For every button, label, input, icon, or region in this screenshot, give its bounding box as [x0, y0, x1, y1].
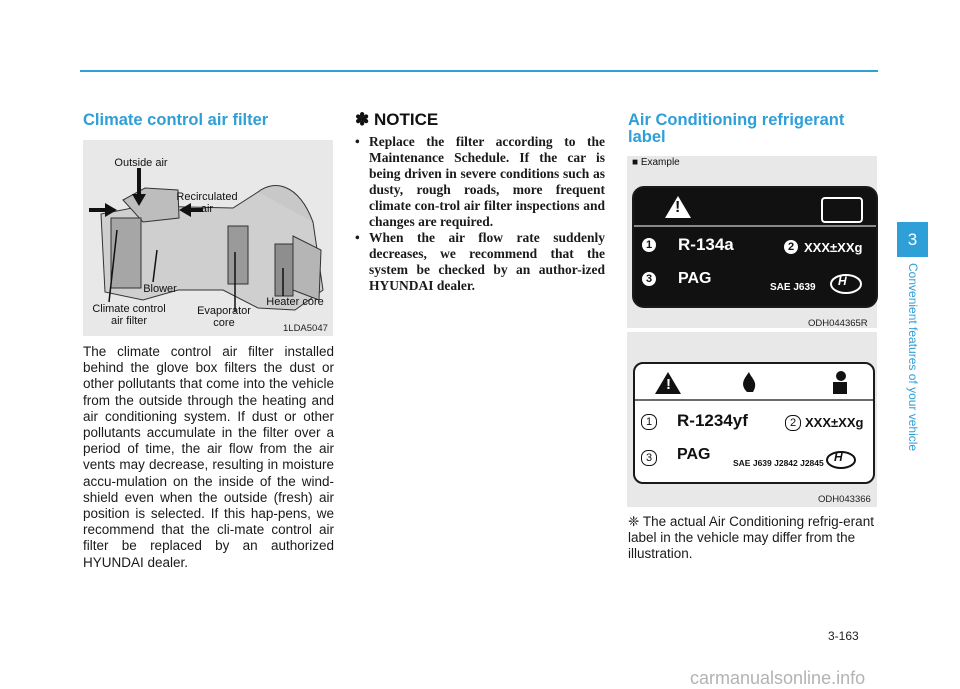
- badge-1b: 1: [641, 414, 657, 430]
- heading-climate-filter: Climate control air filter: [83, 111, 269, 129]
- note-symbol: ❈: [628, 514, 640, 529]
- page-number: 3-163: [828, 629, 859, 643]
- label-recirculated-line1: Recirculated: [176, 191, 238, 203]
- refrigerant-type-1: R-134a: [678, 235, 734, 254]
- refrigerant-label-card-1: [632, 186, 878, 308]
- sae-standard-2: SAE J639 J2842 J2845: [733, 458, 824, 468]
- chapter-title: [902, 263, 924, 493]
- note-text: The actual Air Conditioning refrig-erant label in the vehicle may differ from the illustration.: [628, 514, 874, 561]
- heading-refrigerant-label: [628, 112, 844, 146]
- heading-refrigerant-line2: label: [628, 128, 666, 146]
- notice-symbol: ✽: [355, 110, 370, 129]
- oil-type-1: PAG: [678, 270, 712, 287]
- notice-list: [355, 134, 605, 294]
- label-recirculated-line2: air: [200, 203, 214, 215]
- label-climate-line1: Climate control: [92, 303, 166, 315]
- figure-code-3: ODH043366: [818, 494, 871, 505]
- label-evaporator-line2: core: [213, 317, 235, 329]
- hyundai-logo-icon: H: [838, 274, 847, 288]
- label-heater-core: Heater core: [266, 296, 324, 308]
- label-evaporator-core: [186, 305, 262, 329]
- badge-2b: 2: [785, 415, 801, 431]
- label-outside-air: Outside air: [114, 157, 168, 169]
- refrigerant-type-2: R-1234yf: [677, 411, 748, 430]
- notice-title: [355, 110, 438, 130]
- top-rule: [80, 70, 878, 72]
- refrigerant-amount-1: XXX±XXg: [804, 240, 863, 255]
- badge-3b: 3: [641, 450, 657, 466]
- chapter-title-text: Convenient features of your vehicle: [906, 263, 920, 452]
- figure-code-2: ODH044365R: [808, 318, 868, 329]
- figure-code-1: 1LDA5047: [283, 323, 328, 334]
- label-blower: Blower: [143, 283, 177, 295]
- label-evaporator-line1: Evaporator: [197, 305, 251, 317]
- label-climate-line2: air filter: [110, 315, 148, 327]
- warning-icon: !: [675, 199, 681, 216]
- chapter-tab: 3: [897, 222, 928, 257]
- notice-item: • When the air flow rate suddenly decreases, we recommend that the system be checked by an author-ized HYUNDAI dealer.: [355, 230, 605, 294]
- notice-item: • Replace the filter according to the Maintenance Schedule. If the car is being driven in severe conditions such as dusty, rough roads, more frequent climate con-trol air filter inspections and changes are required.: [355, 134, 605, 230]
- badge-2: 2: [784, 240, 798, 254]
- body-text-filter: The climate control air filter installed behind the glove box filters the dust or other pollutants that come into the vehicle from the outside through the heating and air conditioning system. If dust or other pollutants accumulate in the filter over a period of time, the air flow from the air vents may decrease, resulting in moisture accu-mulation on the inside of the wind-shield even when the outside (fresh) air position is selected. If this hap-pens, we recommend that the cli-mate control air filter be replaced by an authorized HYUNDAI dealer.: [83, 344, 334, 570]
- warning-icon-2: !: [666, 376, 671, 393]
- refrigerant-label-card-2: [633, 362, 875, 484]
- heading-refrigerant-line1: Air Conditioning refrigerant: [628, 111, 845, 129]
- refrigerant-note: [628, 514, 876, 562]
- watermark: carmanualsonline.info: [690, 668, 866, 688]
- badge-1: 1: [642, 238, 656, 252]
- example-label: ■ Example: [632, 157, 680, 168]
- refrigerant-amount-2: XXX±XXg: [805, 415, 864, 430]
- sae-standard-1: SAE J639: [770, 282, 816, 293]
- oil-type-2: PAG: [677, 446, 711, 463]
- label-climate-control-filter: [84, 303, 174, 327]
- notice-label: NOTICE: [373, 110, 439, 129]
- hyundai-logo-icon-2: H: [834, 450, 843, 464]
- badge-3: 3: [642, 272, 656, 286]
- label-recirculated-air: [166, 191, 248, 215]
